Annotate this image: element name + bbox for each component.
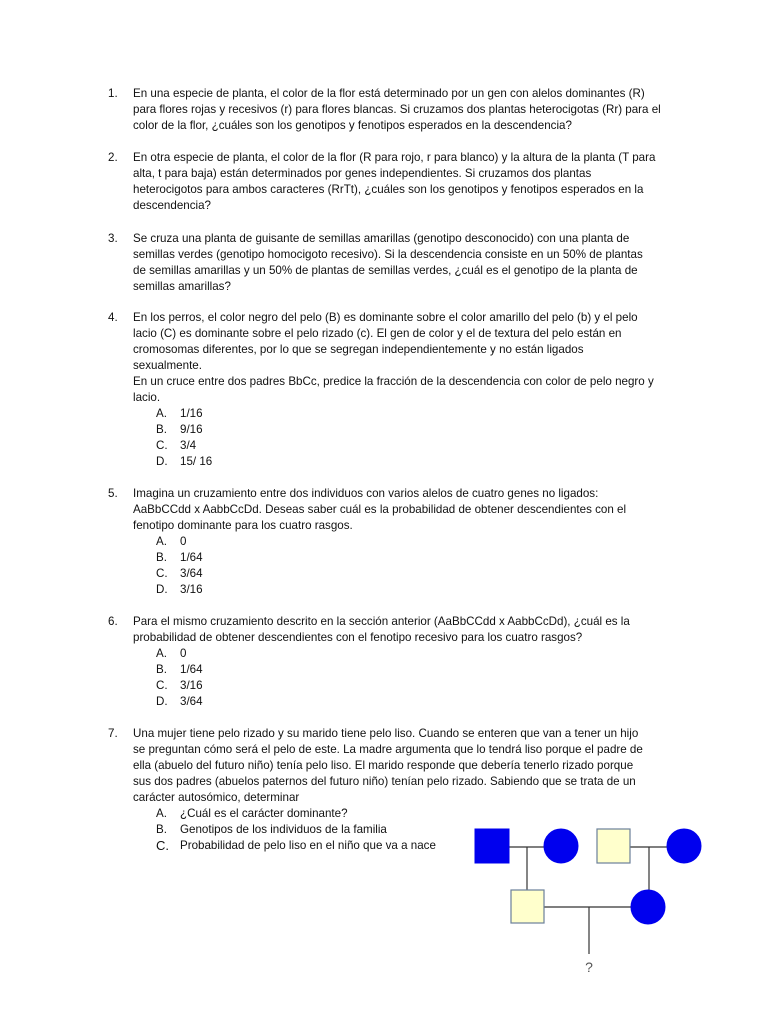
answer-options [133,406,663,470]
question-6 [108,614,668,710]
option-text: ¿Cuál es el carácter dominante? [180,807,348,820]
option-text: 15/ 16 [180,455,213,468]
option-text: Probabilidad de pelo liso en el niño que va a nace [180,839,436,852]
option-c [133,438,663,454]
question-number: 2. [108,151,118,164]
option-letter: C. [156,679,168,692]
option-b [133,662,658,678]
question-text: Para el mismo cruzamiento descrito en la sección anterior (AaBbCCdd x AabbCcDd), ¿cuál es la probabilidad de obtener descendientes con el fenotipo recesivo para los cuatro rasgos? [133,615,630,644]
option-text: 3/64 [180,695,203,708]
question-text-continued: En un cruce entre dos padres BbCc, predice la fracción de la descendencia con color de pelo negro y lacio. [133,375,654,404]
question-3 [108,231,668,295]
option-letter: C. [156,567,168,580]
option-text: 0 [180,535,187,548]
father-square [511,890,544,923]
option-c [133,678,658,694]
question-2 [108,150,668,214]
grandmother-maternal-circle [667,829,701,863]
option-letter: A. [156,535,167,548]
option-text: 3/64 [180,567,203,580]
option-text: 0 [180,647,187,660]
option-d [133,694,658,710]
option-d [133,582,648,598]
question-number: 3. [108,232,118,245]
option-letter: A. [156,407,167,420]
question-5 [108,486,668,598]
option-letter: C. [156,838,169,853]
option-letter: B. [156,823,167,836]
grandfather-paternal-square [475,829,509,863]
question-text: Una mujer tiene pelo rizado y su marido tiene pelo liso. Cuando se enteren que van a tener un hijo se preguntan cómo será el pelo de este. La madre argumenta que lo tendrá liso porque el padre de ella (abuelo del futuro niño) tenía pelo liso. El marido responde que debería tenerlo rizado porque sus dos padres (abuelos paternos del futuro niño) tenían pelo rizado. Sabiendo que se trata de un carácter autosómico, determinar [133,727,643,804]
option-letter: D. [156,455,168,468]
option-letter: D. [156,583,168,596]
option-letter: B. [156,663,167,676]
question-text: En una especie de planta, el color de la flor está determinado por un gen con alelos dominantes (R) para flores rojas y recesivos (r) para flores blancas. Si cruzamos dos plantas heterocigotas (Rr) para el color de la flor, ¿cuáles son los genotipos y fenotipos esperados en la descendencia? [133,87,661,132]
option-letter: C. [156,439,168,452]
option-text: 3/16 [180,583,203,596]
option-text: 1/64 [180,551,203,564]
question-4 [108,310,668,470]
grandmother-paternal-circle [544,829,578,863]
question-number: 4. [108,311,118,324]
pedigree-diagram [470,818,710,980]
option-letter: B. [156,423,167,436]
option-text: 1/64 [180,663,203,676]
option-letter: D. [156,695,168,708]
option-c [133,566,648,582]
question-1 [108,86,668,134]
option-text: 1/16 [180,407,203,420]
option-b [133,422,663,438]
option-b [133,550,648,566]
option-text: 9/16 [180,423,203,436]
option-text: 3/4 [180,439,197,452]
option-letter: A. [156,807,167,820]
question-text: En otra especie de planta, el color de la flor (R para rojo, r para blanco) y la altura de la planta (T para alta, t para baja) están determinados por genes independientes. Si cruzamos dos plantas heterocigotos para ambos caracteres (RrTt), ¿cuáles son los genotipos y fenotipos esperados en la descendencia? [133,151,656,212]
question-text: Se cruza una planta de guisante de semillas amarillas (genotipo desconocido) con una planta de semillas verdes (genotipo homocigoto recesivo). Si la descendencia consiste en un 50% de plantas de semillas amarillas y un 50% de plantas de semillas verdes, ¿cuál es el genotipo de la planta de semillas amarillas? [133,232,643,293]
grandfather-maternal-square [597,829,630,863]
question-text: Imagina un cruzamiento entre dos individuos con varios alelos de cuatro genes no ligados: AaBbCCdd x AabbCcDd. Deseas saber cuál es la probabilidad de obtener descendientes con el fenotipo dominante para los cuatro rasgos. [133,487,627,532]
option-a [133,646,658,662]
question-number: 5. [108,487,118,500]
question-number: 1. [108,87,118,100]
question-number: 6. [108,615,118,628]
mother-circle [631,890,665,924]
option-text: 3/16 [180,679,203,692]
answer-options [133,534,648,598]
option-letter: A. [156,647,167,660]
option-letter: B. [156,551,167,564]
option-text: Genotipos de los individuos de la familia [180,823,387,836]
option-a [133,406,663,422]
question-text: En los perros, el color negro del pelo (B) es dominante sobre el color amarillo del pelo (b) y el pelo lacio (C) es dominante sobre el pelo rizado (c). El gen de color y el de textura del pelo están en cromosomas diferentes, por lo que se segregan independientemente y no están ligados sexualmente. [133,311,638,372]
unknown-child-label: ? [585,959,593,975]
option-d [133,454,663,470]
answer-options [133,646,658,710]
option-a [133,534,648,550]
question-number: 7. [108,727,118,740]
